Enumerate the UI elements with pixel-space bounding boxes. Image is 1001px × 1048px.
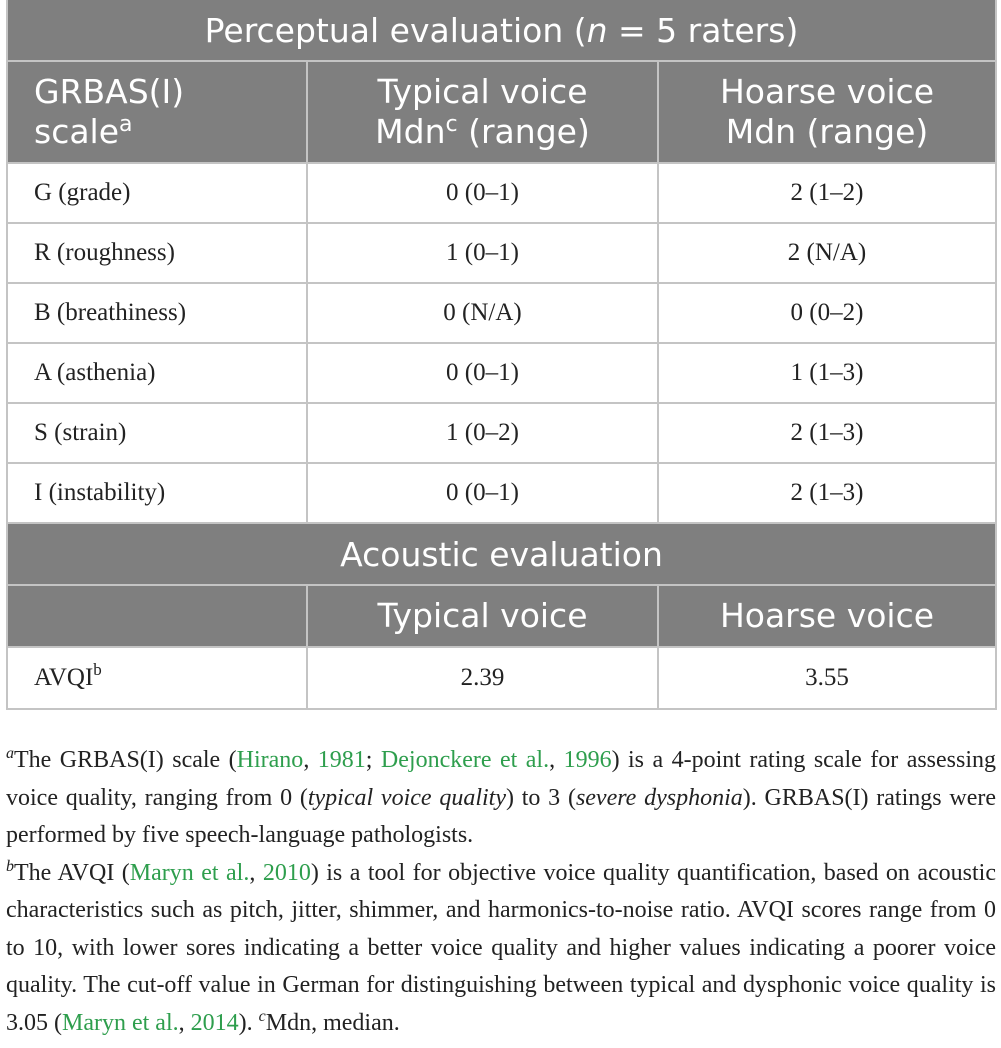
- results-table: [6, 0, 997, 710]
- table-footnotes: [6, 742, 996, 1042]
- row-hoarse-value: 2 (1–3): [658, 403, 996, 463]
- row-item: S (strain): [7, 403, 307, 463]
- row-item: R (roughness): [7, 223, 307, 283]
- row-hoarse-value: 0 (0–2): [658, 283, 996, 343]
- footnote-a: $^a$The GRBAS(I) scale (Hirano, 1981; Dejonckere et al., 1996) is a 4-point rating scale for assessing voice quality, ranging from 0 (typical voice quality) to 3 (severe dysphonia). GRBAS(I) ratings were performed by five speech-language pathologists.: [6, 745, 997, 848]
- table-row: [7, 283, 996, 343]
- acoustic-column-headers: [7, 585, 996, 647]
- row-typical-value: 0 (N/A): [307, 283, 658, 343]
- header-hoarse-voice: Hoarse voice: [658, 585, 996, 647]
- table-row: [7, 163, 996, 223]
- row-typical-value: 2.39: [307, 647, 658, 709]
- citation-link[interactable]: 1981: [317, 747, 366, 773]
- citation-link[interactable]: Maryn et al.: [129, 859, 250, 886]
- table-row: [7, 463, 996, 523]
- perceptual-section-header: [7, 0, 996, 61]
- row-typical-value: 1 (0–2): [307, 403, 658, 463]
- row-typical-value: 0 (0–1): [307, 163, 658, 223]
- citation-link[interactable]: 1996: [563, 747, 612, 773]
- acoustic-title: Acoustic evaluation: [7, 523, 996, 585]
- footnote-b: $^b$The AVQI (Maryn et al., 2010) is a tool for objective voice quality quantification, based on acoustic characteristics such as pitch, jitter, shimmer, and harmonics-to-noise ratio. AVQI scores range from 0 to 10, with lower sores indicating a better voice quality and higher values indicating a poorer voice quality. The cut-off value in German for distinguishing between typical and dysphonic voice quality is 3.05 (Maryn et al., 2014). $^c$Mdn, median.: [6, 857, 997, 1036]
- row-item: AVQI$^b$: [7, 647, 307, 709]
- perceptual-title: Perceptual evaluation (n = 5 raters): [7, 0, 996, 61]
- table-row: [7, 647, 996, 709]
- header-hoarse-voice: Hoarse voice Mdn (range): [658, 61, 996, 163]
- citation-link[interactable]: Dejonckere et al.: [380, 747, 550, 773]
- header-typical-voice: Typical voice: [307, 585, 658, 647]
- row-hoarse-value: 2 (1–3): [658, 463, 996, 523]
- row-item: B (breathiness): [7, 283, 307, 343]
- perceptual-column-headers: [7, 61, 996, 163]
- table-row: [7, 403, 996, 463]
- row-hoarse-value: 2 (N/A): [658, 223, 996, 283]
- header-typical-voice: Typical voice Mdn$^c$ (range): [307, 61, 658, 163]
- row-item: I (instability): [7, 463, 307, 523]
- row-hoarse-value: 1 (1–3): [658, 343, 996, 403]
- row-hoarse-value: 3.55: [658, 647, 996, 709]
- citation-link[interactable]: 2014: [190, 1009, 239, 1036]
- citation-link[interactable]: Hirano: [236, 747, 304, 773]
- acoustic-section-header: [7, 523, 996, 585]
- row-typical-value: 0 (0–1): [307, 343, 658, 403]
- row-typical-value: 0 (0–1): [307, 463, 658, 523]
- table-row: [7, 343, 996, 403]
- row-hoarse-value: 2 (1–2): [658, 163, 996, 223]
- row-item: A (asthenia): [7, 343, 307, 403]
- citation-link[interactable]: 2010: [262, 859, 311, 886]
- citation-link[interactable]: Maryn et al.: [62, 1009, 179, 1036]
- row-item: G (grade): [7, 163, 307, 223]
- row-typical-value: 1 (0–1): [307, 223, 658, 283]
- header-empty: [7, 585, 307, 647]
- table-row: [7, 223, 996, 283]
- header-grbas-scale: GRBAS(I) scale$^a$: [7, 61, 307, 163]
